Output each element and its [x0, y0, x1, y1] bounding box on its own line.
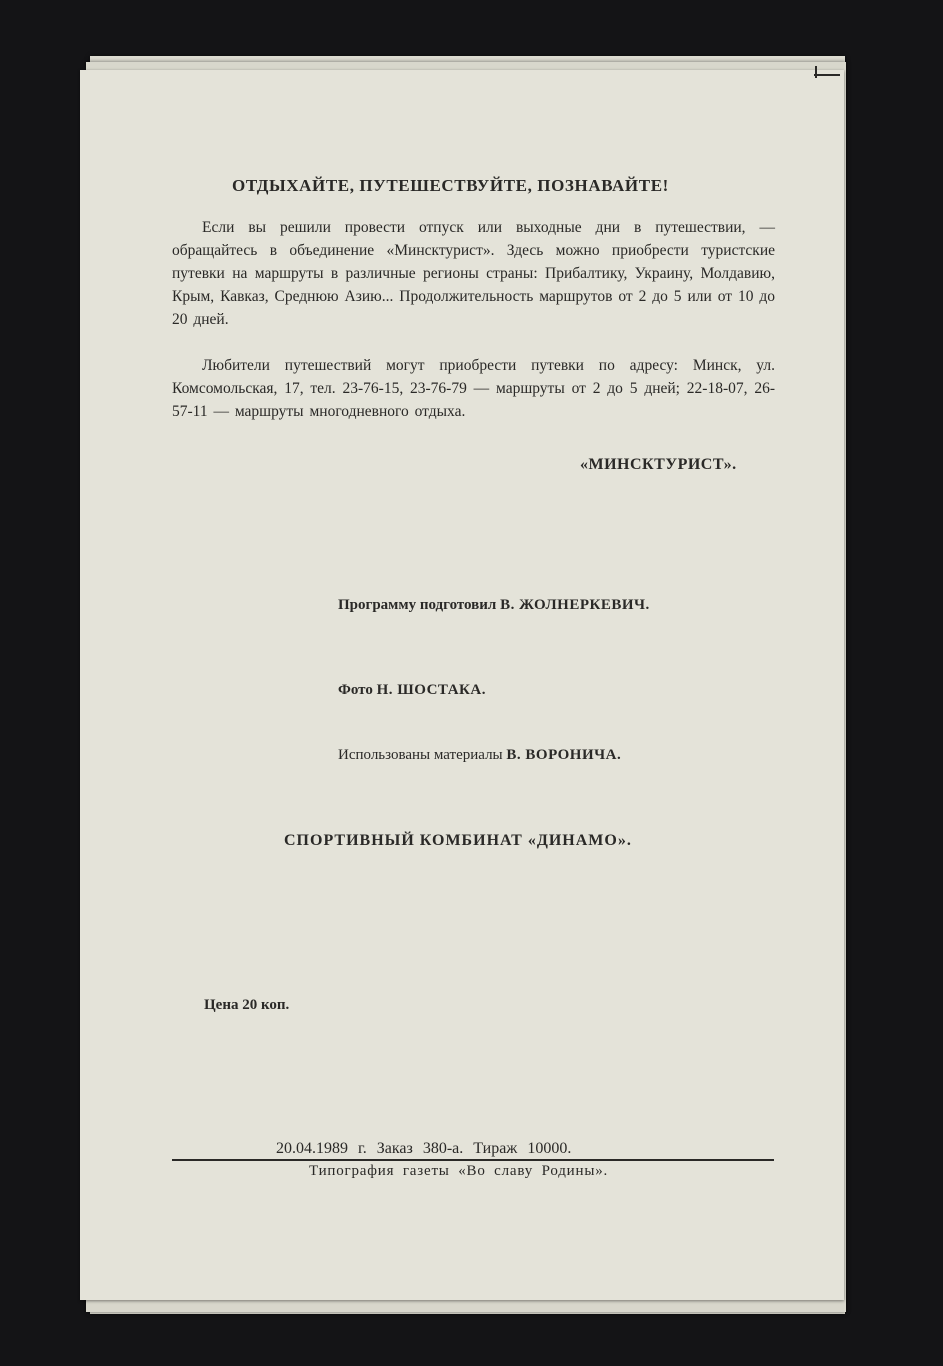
- paragraph-intro: Если вы решили провести отпуск или выходные дни в путешествии, — обращайтесь в объединение «Минсктурист». Здесь можно приобрести туристские путевки на маршруты в различные регионы страны: Прибалтику, Украину, Молдавию, Крым, Кавказ, Среднюю Азию... Продолжительность маршрутов от 2 до 5 или от 10 до 20 дней.: [172, 219, 775, 328]
- page-heading: ОТДЫХАЙТЕ, ПУТЕШЕСТВУЙТЕ, ПОЗНАВАЙТЕ!: [232, 176, 669, 195]
- credit-materials: [338, 747, 621, 764]
- divider: [172, 1159, 774, 1161]
- credit-photo: [338, 682, 486, 699]
- credit-materials-name: В. ВОРОНИЧА.: [506, 747, 622, 763]
- printer-line: Типография газеты «Во славу Родины».: [309, 1163, 609, 1179]
- document-page: [80, 70, 844, 1300]
- credit-program-label: Программу подготовил: [338, 597, 497, 613]
- credit-photo-label: Фото: [338, 682, 373, 698]
- credit-program: [338, 597, 650, 614]
- paragraph-address: Любители путешествий могут приобрести путевки по адресу: Минск, ул. Комсомольская, 17, тел. 23-76-15, 23-76-79 — маршруты от 2 до 5 дней; 22-18-07, 26-57-11 — маршруты многодневного отдыха.: [172, 357, 775, 420]
- credit-photo-name: Н. ШОСТАКА.: [376, 682, 486, 698]
- pen-mark: [815, 66, 817, 78]
- imprint-line: [276, 1140, 571, 1158]
- club-name: СПОРТИВНЫЙ КОМБИНАТ «ДИНАМО».: [284, 832, 632, 849]
- imprint-date: 20.04.1989 г.: [276, 1140, 367, 1157]
- pen-mark: [814, 74, 840, 76]
- price: Цена 20 коп.: [204, 997, 290, 1013]
- imprint-order: Заказ 380-а.: [376, 1140, 464, 1157]
- signature: «МИНСКТУРИСТ».: [580, 456, 737, 473]
- credit-program-name: В. ЖОЛНЕРКЕВИЧ.: [500, 597, 650, 613]
- credit-materials-label: Использованы материалы: [338, 747, 503, 763]
- imprint-circulation: Тираж 10000.: [473, 1140, 572, 1157]
